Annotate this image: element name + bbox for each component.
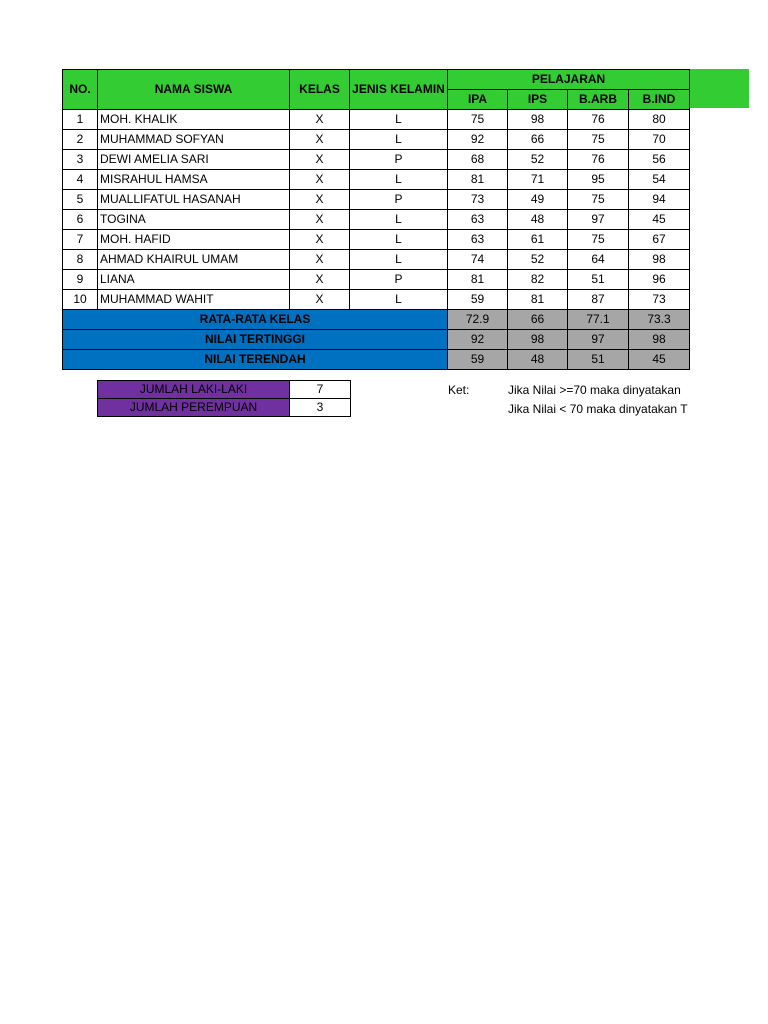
student-name: MUALLIFATUL HASANAH — [98, 190, 290, 210]
student-class: X — [290, 190, 350, 210]
score-bind: 56 — [629, 150, 690, 170]
note-line-2: Jika Nilai < 70 maka dinyatakan T — [508, 402, 688, 416]
row-number: 6 — [63, 210, 98, 230]
student-name: MOH. HAFID — [98, 230, 290, 250]
student-class: X — [290, 270, 350, 290]
student-gender: L — [350, 250, 448, 270]
count-row-male — [98, 381, 351, 399]
score-ips: 81 — [508, 290, 568, 310]
score-barb: 75 — [568, 190, 629, 210]
student-name: MOH. KHALIK — [98, 110, 290, 130]
score-bind: 73 — [629, 290, 690, 310]
score-bind: 98 — [629, 250, 690, 270]
header-bind: B.IND — [629, 90, 690, 110]
student-name: AHMAD KHAIRUL UMAM — [98, 250, 290, 270]
header-fill-extension — [689, 69, 749, 108]
count-row-female — [98, 399, 351, 417]
score-ips: 48 — [508, 210, 568, 230]
score-ipa: 68 — [448, 150, 508, 170]
student-name: MUHAMMAD SOFYAN — [98, 130, 290, 150]
score-bind: 94 — [629, 190, 690, 210]
student-gender: P — [350, 270, 448, 290]
score-ips: 98 — [508, 110, 568, 130]
summary-label: NILAI TERTINGGI — [63, 330, 448, 350]
score-ips: 52 — [508, 150, 568, 170]
header-ipa: IPA — [448, 90, 508, 110]
table-row — [63, 110, 690, 130]
notes-area — [508, 381, 689, 421]
summary-row — [63, 350, 690, 370]
student-gender: L — [350, 230, 448, 250]
score-bind: 70 — [629, 130, 690, 150]
summary-row — [63, 330, 690, 350]
summary-bind: 98 — [629, 330, 690, 350]
score-ipa: 92 — [448, 130, 508, 150]
ket-label: Ket: — [448, 383, 470, 397]
summary-bind: 73.3 — [629, 310, 690, 330]
summary-barb: 97 — [568, 330, 629, 350]
summary-barb: 51 — [568, 350, 629, 370]
score-barb: 76 — [568, 110, 629, 130]
summary-ipa: 72.9 — [448, 310, 508, 330]
score-barb: 76 — [568, 150, 629, 170]
student-class: X — [290, 230, 350, 250]
header-pelajaran: PELAJARAN — [448, 70, 690, 90]
student-class: X — [290, 150, 350, 170]
score-ipa: 63 — [448, 230, 508, 250]
row-number: 4 — [63, 170, 98, 190]
header-barb: B.ARB — [568, 90, 629, 110]
count-label-male: JUMLAH LAKI-LAKI — [98, 381, 290, 399]
row-number: 7 — [63, 230, 98, 250]
student-gender: P — [350, 150, 448, 170]
row-number: 3 — [63, 150, 98, 170]
score-ips: 71 — [508, 170, 568, 190]
score-ipa: 75 — [448, 110, 508, 130]
table-row — [63, 150, 690, 170]
score-ipa: 63 — [448, 210, 508, 230]
summary-ipa: 59 — [448, 350, 508, 370]
table-row — [63, 190, 690, 210]
summary-ips: 66 — [508, 310, 568, 330]
count-value-male: 7 — [290, 381, 351, 399]
score-ips: 49 — [508, 190, 568, 210]
table-row — [63, 170, 690, 190]
table-row — [63, 210, 690, 230]
score-ipa: 81 — [448, 170, 508, 190]
header-nama-siswa: NAMA SISWA — [98, 70, 290, 110]
count-label-female: JUMLAH PEREMPUAN — [98, 399, 290, 417]
score-barb: 75 — [568, 130, 629, 150]
student-class: X — [290, 290, 350, 310]
header-no: NO. — [63, 70, 98, 110]
score-ips: 52 — [508, 250, 568, 270]
student-name: DEWI AMELIA SARI — [98, 150, 290, 170]
table-row — [63, 290, 690, 310]
summary-bind: 45 — [629, 350, 690, 370]
row-number: 2 — [63, 130, 98, 150]
score-bind: 67 — [629, 230, 690, 250]
row-number: 5 — [63, 190, 98, 210]
score-ips: 66 — [508, 130, 568, 150]
table-row — [63, 270, 690, 290]
row-number: 8 — [63, 250, 98, 270]
student-class: X — [290, 170, 350, 190]
summary-row — [63, 310, 690, 330]
student-name: MUHAMMAD WAHIT — [98, 290, 290, 310]
summary-ipa: 92 — [448, 330, 508, 350]
student-gender: L — [350, 210, 448, 230]
student-class: X — [290, 110, 350, 130]
header-row-1 — [63, 70, 690, 90]
score-bind: 54 — [629, 170, 690, 190]
count-value-female: 3 — [290, 399, 351, 417]
score-barb: 87 — [568, 290, 629, 310]
student-gender: P — [350, 190, 448, 210]
row-number: 10 — [63, 290, 98, 310]
student-gender: L — [350, 110, 448, 130]
score-ipa: 59 — [448, 290, 508, 310]
student-class: X — [290, 130, 350, 150]
student-name: MISRAHUL HAMSA — [98, 170, 290, 190]
gender-count-table — [97, 380, 351, 417]
score-bind: 80 — [629, 110, 690, 130]
summary-label: NILAI TERENDAH — [63, 350, 448, 370]
summary-ips: 48 — [508, 350, 568, 370]
student-gender: L — [350, 290, 448, 310]
score-barb: 95 — [568, 170, 629, 190]
score-ips: 61 — [508, 230, 568, 250]
row-number: 9 — [63, 270, 98, 290]
score-barb: 51 — [568, 270, 629, 290]
score-barb: 64 — [568, 250, 629, 270]
note-line-1: Jika Nilai >=70 maka dinyatakan — [508, 383, 681, 397]
table-row — [63, 130, 690, 150]
summary-barb: 77.1 — [568, 310, 629, 330]
table-row — [63, 230, 690, 250]
score-ips: 82 — [508, 270, 568, 290]
score-bind: 96 — [629, 270, 690, 290]
header-kelas: KELAS — [290, 70, 350, 110]
table-row — [63, 250, 690, 270]
summary-label: RATA-RATA KELAS — [63, 310, 448, 330]
score-ipa: 81 — [448, 270, 508, 290]
student-gender: L — [350, 130, 448, 150]
grades-table — [62, 69, 690, 370]
score-ipa: 73 — [448, 190, 508, 210]
score-ipa: 74 — [448, 250, 508, 270]
score-bind: 45 — [629, 210, 690, 230]
header-ips: IPS — [508, 90, 568, 110]
row-number: 1 — [63, 110, 98, 130]
student-class: X — [290, 250, 350, 270]
student-name: LIANA — [98, 270, 290, 290]
student-gender: L — [350, 170, 448, 190]
header-jenis-kelamin: JENIS KELAMIN — [350, 70, 448, 110]
score-barb: 97 — [568, 210, 629, 230]
student-class: X — [290, 210, 350, 230]
score-barb: 75 — [568, 230, 629, 250]
summary-ips: 98 — [508, 330, 568, 350]
student-name: TOGINA — [98, 210, 290, 230]
